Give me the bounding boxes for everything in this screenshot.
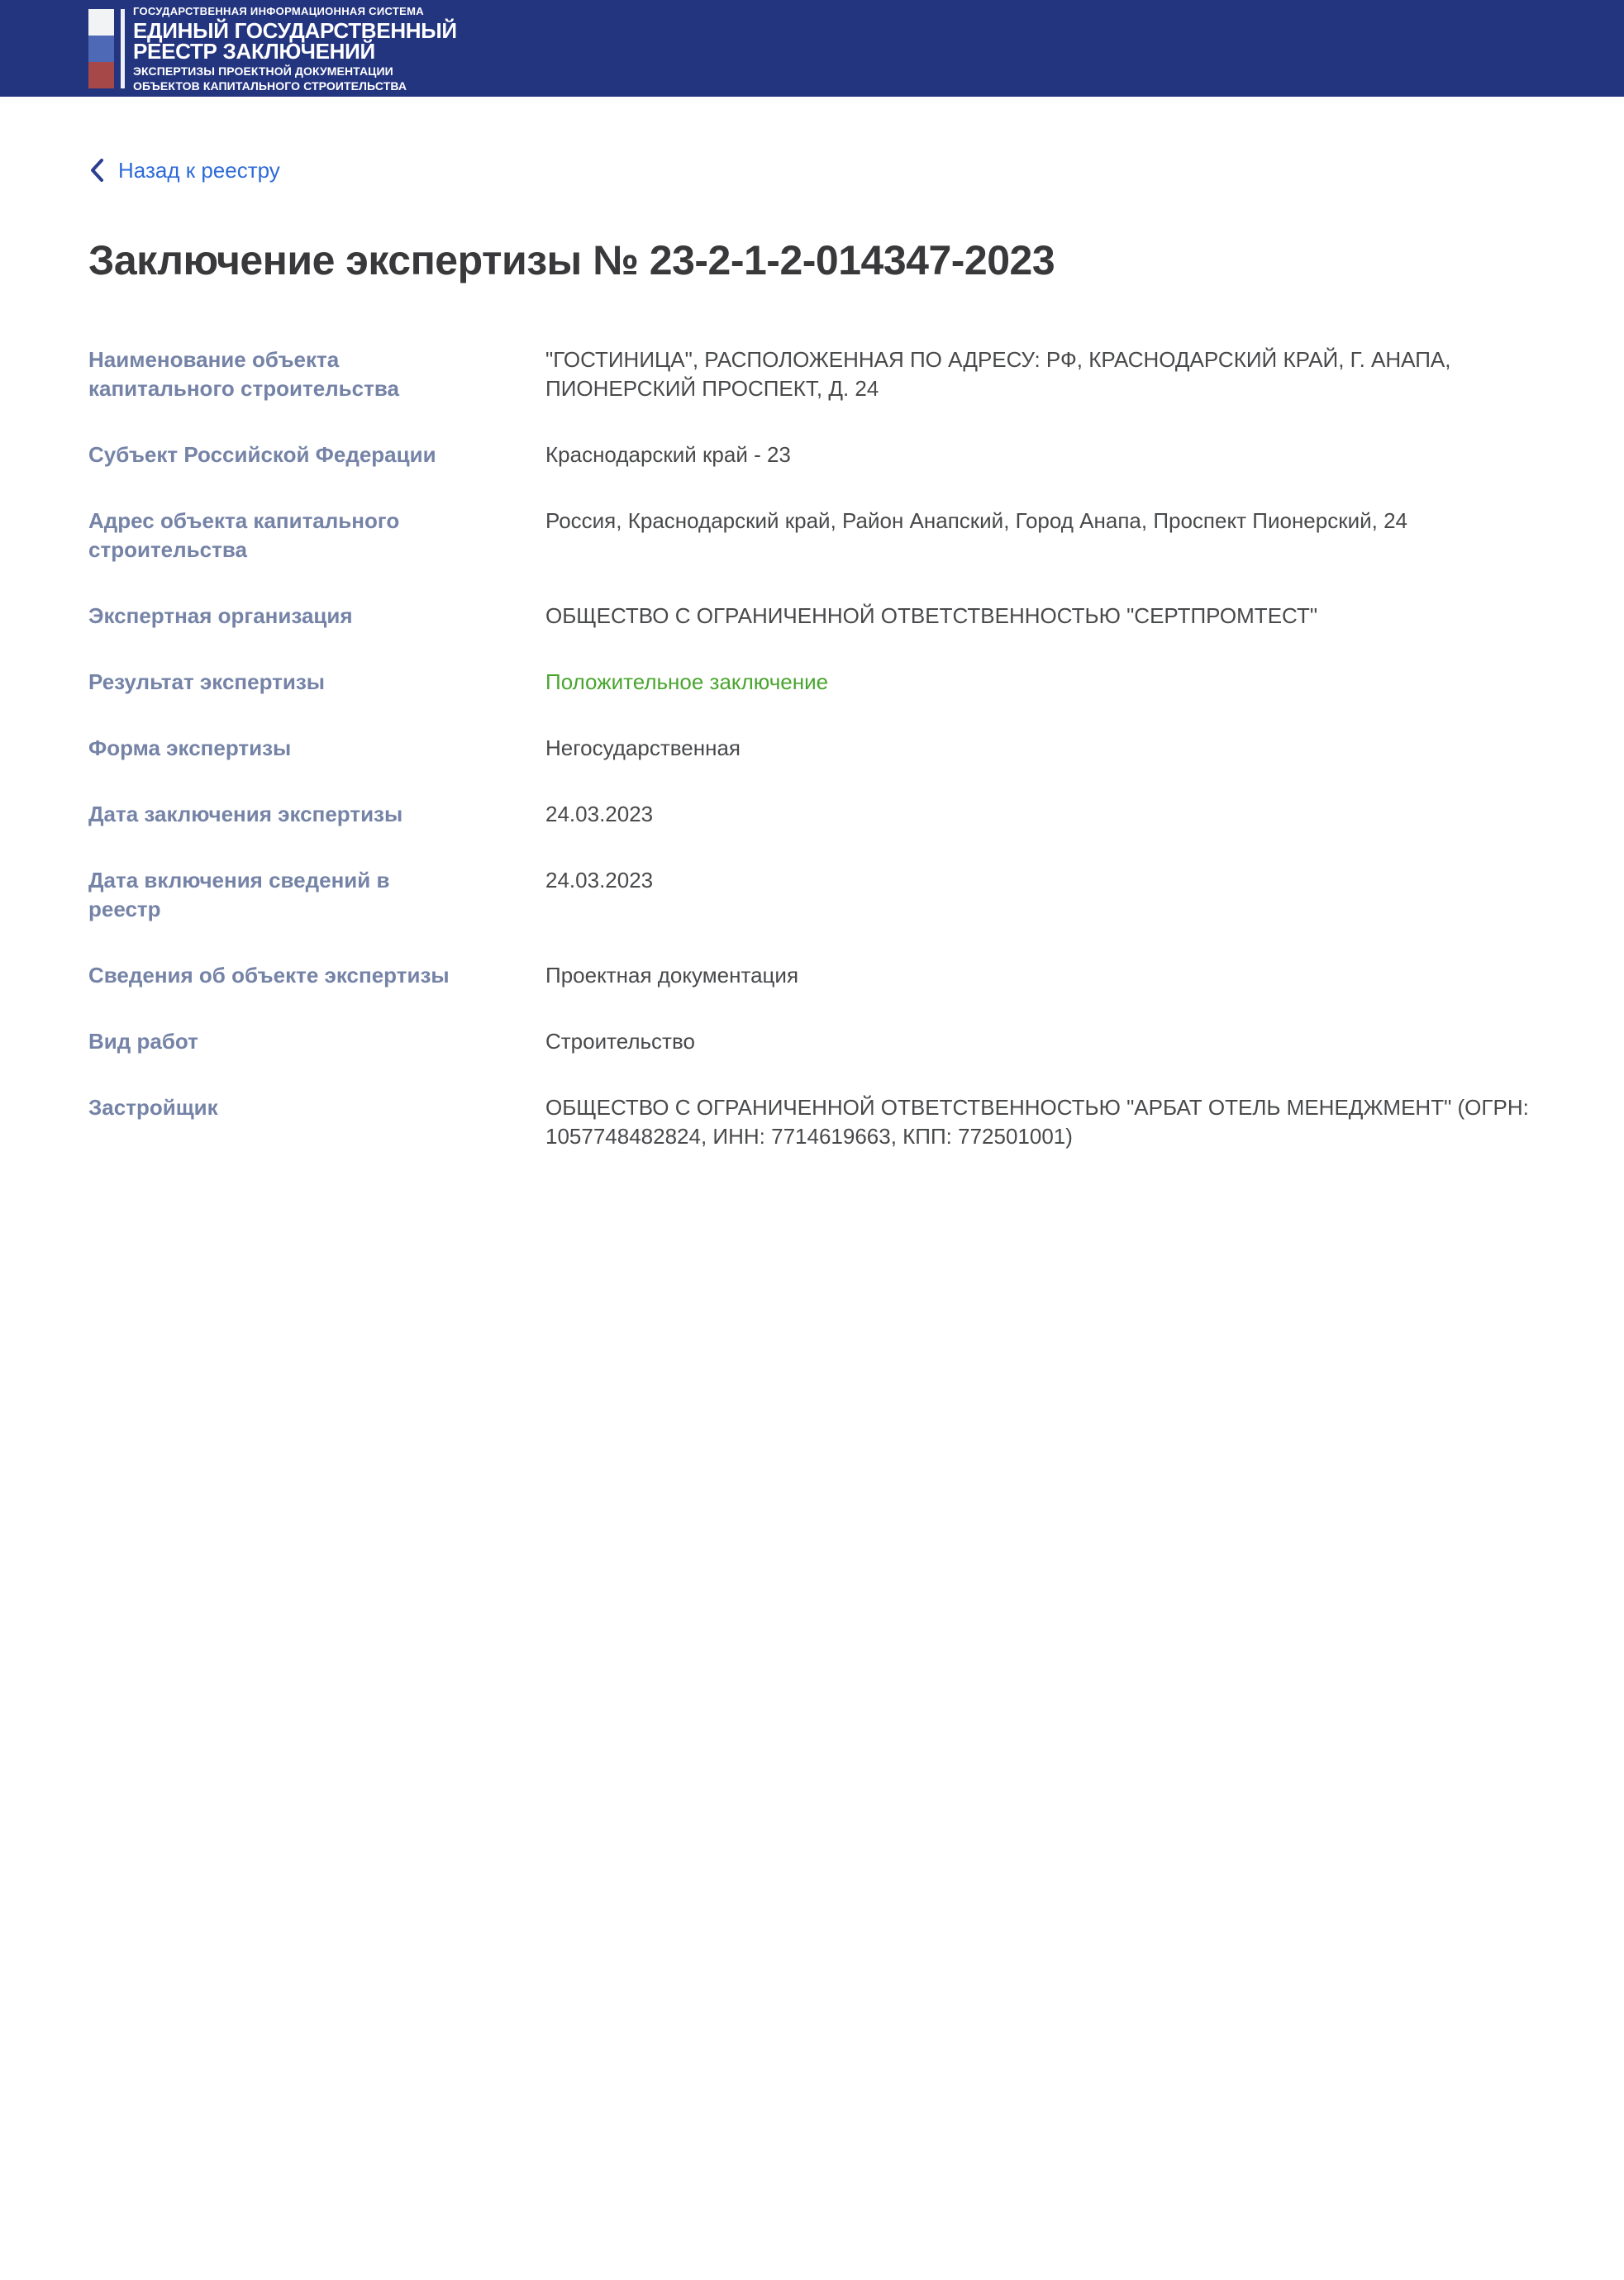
details-list (88, 345, 1560, 1151)
flag-stripe-white (88, 9, 114, 36)
logo-divider (121, 9, 125, 88)
detail-value: Краснодарский край - 23 (545, 442, 791, 467)
logo-system-line: ГОСУДАРСТВЕННАЯ ИНФОРМАЦИОННАЯ СИСТЕМА (133, 5, 424, 17)
detail-row (88, 507, 1560, 564)
detail-value: Проектная документация (545, 963, 799, 988)
detail-label: Форма экспертизы (88, 735, 292, 760)
detail-row (88, 961, 1560, 990)
detail-value: Негосударственная (545, 735, 741, 760)
back-to-registry-link[interactable] (88, 158, 280, 183)
chevron-left-icon (88, 158, 105, 183)
detail-value: "ГОСТИНИЦА", РАСПОЛОЖЕННАЯ ПО АДРЕСУ: РФ, КРАСНОДАРСКИЙ КРАЙ, Г. АНАПА, ПИОНЕРСКИЙ ПРОСПЕКТ, Д. 24 (545, 347, 1451, 401)
detail-row (88, 866, 1560, 924)
detail-label: Адрес объекта капитального строительства (88, 508, 400, 562)
flag-stripe-red (88, 62, 114, 88)
egrz-logo (88, 5, 457, 93)
logo-subtitle-line-1: ЭКСПЕРТИЗЫ ПРОЕКТНОЙ ДОКУМЕНТАЦИИ (133, 64, 393, 78)
logo-registry-line-1: ЕДИНЫЙ ГОСУДАРСТВЕННЫЙ (133, 18, 457, 43)
page-title: Заключение экспертизы № 23-2-1-2-014347-2023 (88, 237, 1055, 283)
detail-value: 24.03.2023 (545, 868, 654, 892)
logo-text (133, 6, 457, 91)
detail-row (88, 668, 1560, 697)
detail-label: Наименование объекта капитального строительства (88, 347, 399, 401)
detail-value: ОБЩЕСТВО С ОГРАНИЧЕННОЙ ОТВЕТСТВЕННОСТЬЮ "СЕРТПРОМТЕСТ" (545, 603, 1318, 628)
logo-registry-line-2: РЕЕСТР ЗАКЛЮЧЕНИЙ (133, 39, 375, 64)
detail-label: Дата заключения экспертизы (88, 802, 403, 826)
detail-value: Строительство (545, 1029, 695, 1054)
detail-row (88, 1093, 1560, 1151)
logo-subtitle-line-2: ОБЪЕКТОВ КАПИТАЛЬНОГО СТРОИТЕЛЬСТВА (133, 79, 407, 93)
detail-row (88, 602, 1560, 631)
detail-row (88, 800, 1560, 829)
detail-value: Положительное заключение (545, 669, 829, 694)
detail-label: Вид работ (88, 1029, 198, 1054)
detail-label: Дата включения сведений в реестр (88, 868, 390, 921)
detail-label: Результат экспертизы (88, 669, 325, 694)
site-header (0, 0, 1624, 97)
detail-value: ОБЩЕСТВО С ОГРАНИЧЕННОЙ ОТВЕТСТВЕННОСТЬЮ "АРБАТ ОТЕЛЬ МЕНЕДЖМЕНТ" (ОГРН: 1057748482824, ИНН: 7714619663, КПП: 772501001) (545, 1095, 1529, 1149)
back-link-label: Назад к реестру (118, 158, 280, 183)
detail-row (88, 440, 1560, 469)
detail-row (88, 734, 1560, 763)
detail-row (88, 1027, 1560, 1056)
detail-row (88, 345, 1560, 403)
detail-label: Субъект Российской Федерации (88, 442, 436, 467)
detail-value: Россия, Краснодарский край, Район Анапский, Город Анапа, Проспект Пионерский, 24 (545, 508, 1408, 533)
detail-value: 24.03.2023 (545, 802, 654, 826)
detail-label: Сведения об объекте экспертизы (88, 963, 450, 988)
detail-label: Экспертная организация (88, 603, 353, 628)
russian-flag-icon (88, 9, 114, 88)
flag-stripe-blue (88, 36, 114, 62)
main-content (0, 97, 1624, 1151)
detail-label: Застройщик (88, 1095, 218, 1120)
